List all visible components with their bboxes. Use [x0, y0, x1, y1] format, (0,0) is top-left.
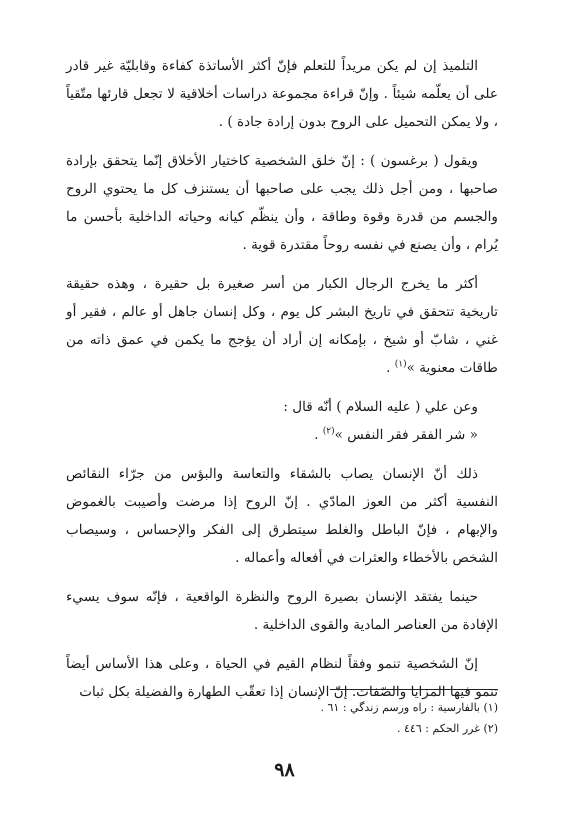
paragraph: إنّ الشخصية تنمو وفقاً لنظام القيم في الحياة ، وعلى هذا الأساس أيضاً تنمو فيها المزايا والصّفات. إنّ الإنسان إذا تعقّب الطهارة والفضيلة بكل ثبات [66, 656, 498, 700]
paragraph: حينما يفتقد الإنسان بصيرة الروح والنظرة الواقعية ، فإنّه سوف يسيء الإفادة من العناصر المادية والقوى الداخلية . [66, 589, 498, 633]
quote: « شر الفقر فقر النفس »$^{(٢)}$ . [314, 426, 478, 443]
footnotes [198, 697, 498, 739]
footnote-ref: (١) [394, 359, 407, 370]
quote-text: « شر الفقر فقر النفس » [334, 427, 478, 443]
page-number: ٩٨ [274, 759, 295, 781]
paragraph: التلميذ إن لم يكن مريداً للتعلم فإنّ أكثر الأساتذة كفاءة وقابليّة غير قادر على أن يعلّمه شيئاً . وإنّ قراءة مجموعة دراسات أخلاقية لا تجعل قارئها متّقياً ، ولا يمكن التحميل على الروح بدون إرادة جادة ) . [66, 58, 498, 130]
paragraph-text: أكثر ما يخرج الرجال الكبار من أسر صغيرة بل حقيرة ، وهذه حقيقة تاريخية تتحقق في تاريخ البشر كل يوم ، وكل إنسان جاهل أو عالم ، فقير أو غني ، شابّ أو شيخ ، بإمكانه إن أراد أن يؤجج ما يكمن في عمق ذاته من طاقات معنوية » [66, 276, 498, 376]
footnote: (٢) غرر الحكم : ٤٤٦ . [397, 722, 498, 735]
paragraph: أكثر ما يخرج الرجال الكبار من أسر صغيرة بل حقيرة ، وهذه حقيقة تاريخية تتحقق في تاريخ البشر كل يوم ، وكل إنسان جاهل أو عالم ، فقير أو غني ، شابّ أو شيخ ، بإمكانه إن أراد أن يؤجج ما يكمن في عمق ذاته من طاقات معنوية »$^{(١)}$ . [66, 276, 498, 376]
footnote: (١) بالفارسية : راه ورسم زندگي : ٦١ . [320, 701, 498, 714]
quote-intro: وعن علي ( عليه السلام ) أنّه قال : [283, 399, 478, 415]
paragraph: ويقول ( برغسون ) : إنّ خلق الشخصية كاختيار الأخلاق إنّما يتحقق بإرادة صاحبها ، ومن أجل ذلك يجب على صاحبها أن يستنزف كل ما يحتوي الروح والجسم من قدرة وقوة وطاقة ، وأن ينظّم كيانه وحياته الداخلية بأحسن ما يُرام ، وأن يصنع في نفسه روحاً مقتدرة قوية . [66, 153, 498, 253]
body-text [66, 52, 498, 717]
footnote-divider [330, 689, 498, 690]
footnote-ref: (٢) [322, 426, 335, 437]
paragraph: ذلك أنّ الإنسان يصاب بالشقاء والتعاسة والبؤس من جرّاء النقائص النفسية أكثر من العوز المادّي . إنّ الروح إذا مرضت وأصيبت بالغموض والإبهام ، فإنّ الباطل والغلط سيتطرق إلى الفكر والإحساس ، وسيصاب الشخص بالأخطاء والعثرات في أفعاله وأعماله . [66, 466, 498, 566]
